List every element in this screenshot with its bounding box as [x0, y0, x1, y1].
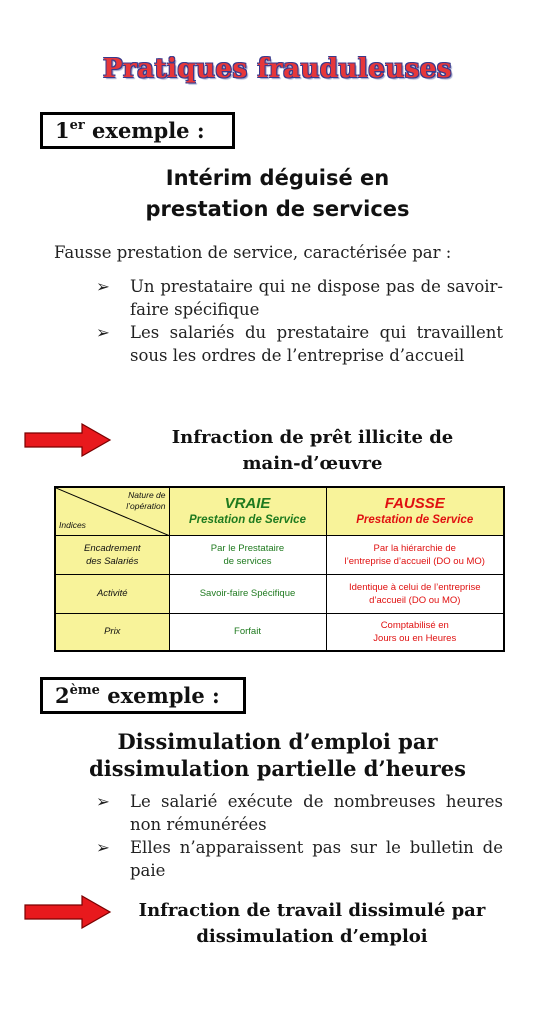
cell-false	[326, 535, 504, 574]
bullet-text: Un prestataire qui ne dispose pas de savoir-faire spécifique	[130, 277, 503, 319]
table-header-row	[55, 487, 504, 535]
cell-true-line1: Par le Prestataire	[210, 542, 285, 554]
red-arrow-icon	[24, 895, 112, 929]
cell-true	[169, 574, 326, 613]
page-title: Pratiques frauduleuses	[102, 54, 453, 84]
cell-true-line1: Forfait	[234, 626, 261, 638]
cell-false-line1: Identique à celui de l’entreprise	[348, 581, 481, 593]
row-label	[55, 613, 169, 651]
column-false-subtitle: Prestation de Service	[356, 513, 474, 526]
table-row	[55, 613, 504, 651]
row-label-line1: Encadrement	[83, 542, 141, 554]
example-1-bullet-list	[96, 275, 503, 367]
cell-false-line1: Comptabilisé en	[380, 619, 449, 631]
example-2-infraction-line1: Infraction de travail dissimulé par	[138, 900, 486, 921]
column-true-subtitle: Prestation de Service	[189, 513, 306, 526]
example-2-bullet-list	[96, 790, 503, 882]
example-2-word: exemple :	[99, 683, 220, 708]
arrow-bullet-icon: ➢	[96, 277, 110, 296]
corner-top-line1: Nature de	[128, 490, 166, 500]
example-1-heading	[0, 163, 555, 225]
corner-top-label	[126, 490, 165, 512]
corner-bottom-label: Indices	[59, 519, 86, 530]
cell-true	[169, 613, 326, 651]
column-header-true	[169, 487, 326, 535]
cell-false-line2: Jours ou en Heures	[373, 632, 457, 644]
row-label-line1: Prix	[104, 626, 121, 638]
comparison-table	[54, 486, 505, 652]
list-item	[96, 275, 503, 321]
row-label-line2: des Salariés	[86, 555, 139, 567]
column-header-false	[326, 487, 504, 535]
cell-true	[169, 535, 326, 574]
column-true-title: VRAIE	[224, 494, 271, 512]
list-item	[96, 790, 503, 836]
cell-false	[326, 613, 504, 651]
cell-false-line2: l’entreprise d’accueil (DO ou MO)	[344, 555, 485, 567]
row-label	[55, 574, 169, 613]
example-1-word: exemple :	[84, 118, 205, 143]
example-1-number: 1	[55, 118, 70, 143]
list-item	[96, 836, 503, 882]
example-1-label	[40, 112, 235, 149]
example-2-heading	[0, 728, 555, 782]
cell-false	[326, 574, 504, 613]
bullet-text: Elles n’apparaissent pas sur le bulletin de paie	[130, 838, 503, 880]
cell-true-line2: de services	[223, 555, 272, 567]
example-2-label	[40, 677, 246, 714]
example-1-infraction-line2: main-d’œuvre	[242, 453, 383, 474]
corner-top-line2: l’opération	[126, 501, 166, 511]
cell-false-line1: Par la hiérarchie de	[373, 542, 456, 554]
bullet-text: Le salarié exécute de nombreuses heures non rémunérées	[130, 792, 503, 834]
example-1-intro: Fausse prestation de service, caractérisée par :	[54, 243, 452, 262]
arrow-bullet-icon: ➢	[96, 323, 110, 342]
example-2-heading-line2: dissimulation partielle d’heures	[89, 756, 466, 781]
arrow-bullet-icon: ➢	[96, 838, 110, 857]
list-item	[96, 321, 503, 367]
table-row	[55, 574, 504, 613]
red-arrow-icon	[24, 423, 112, 457]
example-2-infraction	[112, 898, 512, 950]
example-1-suffix: er	[69, 118, 85, 133]
arrow-bullet-icon: ➢	[96, 792, 110, 811]
bullet-text: Les salariés du prestataire qui travaillent sous les ordres de l’entreprise d’accueil	[130, 323, 503, 365]
row-label-line1: Activité	[96, 588, 128, 599]
cell-true-line1: Savoir-faire Spécifique	[199, 588, 296, 599]
cell-false-line2: d’accueil (DO ou MO)	[369, 594, 461, 606]
example-2-number: 2	[55, 683, 70, 708]
table-corner-cell	[55, 487, 169, 535]
table-row	[55, 535, 504, 574]
example-1-heading-line1: Intérim déguisé en	[165, 166, 390, 190]
example-1-infraction	[120, 425, 505, 477]
row-label	[55, 535, 169, 574]
example-1-heading-line2: prestation de services	[145, 197, 410, 221]
example-2-heading-line1: Dissimulation d’emploi par	[117, 729, 438, 754]
example-1-infraction-line1: Infraction de prêt illicite de	[171, 427, 454, 448]
column-false-title: FAUSSE	[384, 494, 445, 512]
example-2-suffix: ème	[69, 683, 100, 698]
example-2-infraction-line2: dissimulation d’emploi	[196, 926, 428, 947]
